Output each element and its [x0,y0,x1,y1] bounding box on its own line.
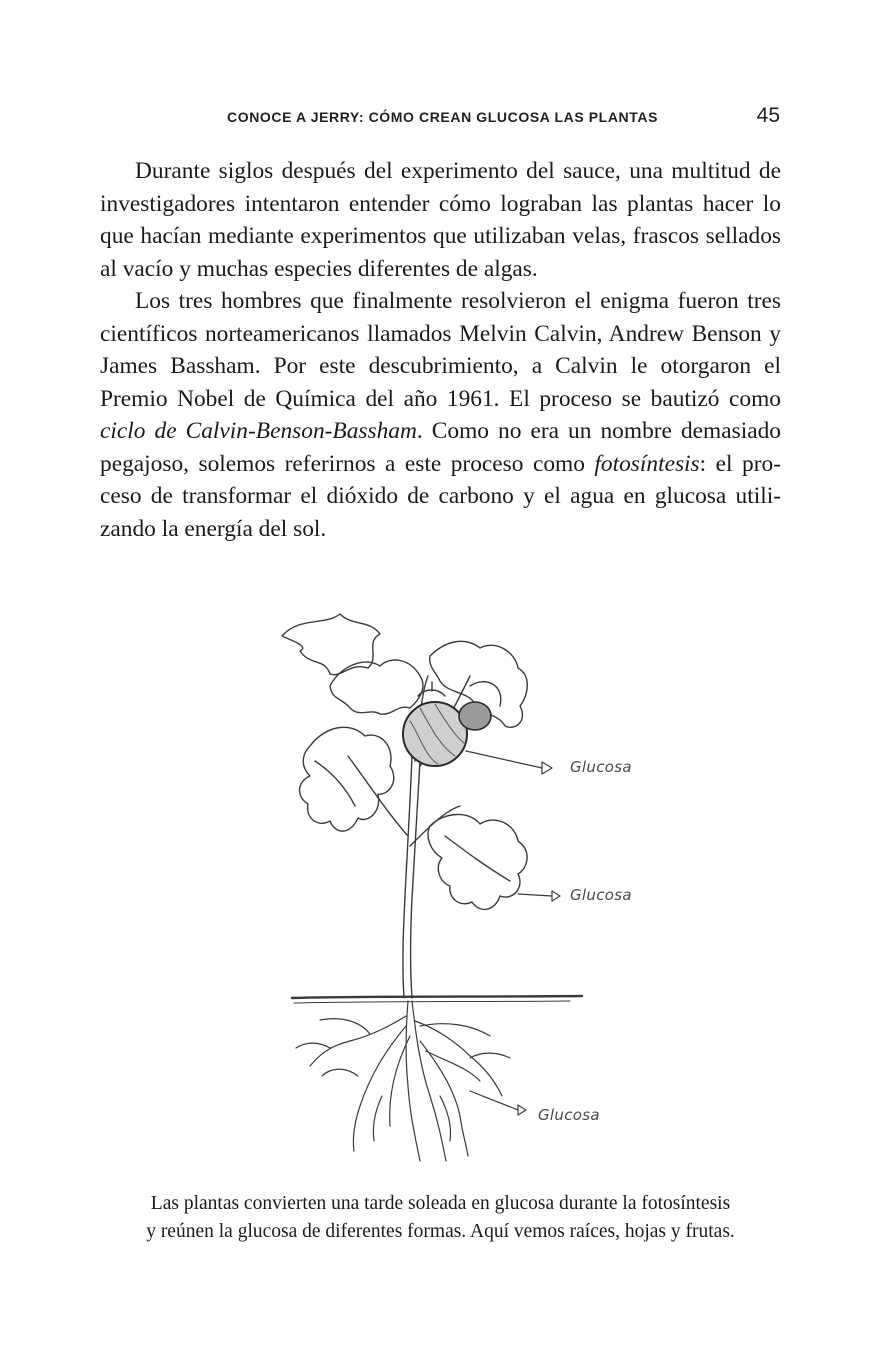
caption-line-2: y reúnen la glucosa de diferentes formas. Aquí vemos raíces, hojas y frutas. [146,1221,735,1242]
paragraph-2-text-a: Los tres hombres que finalmente resolvieron el enigma fueron tres científicos norteamericanos llamados Melvin Calvin, Andrew Benson y James Bassham. Por este descubrimiento, a Calvin le otorgaron el Premio Nobel de Química del año 1961. El proceso se bautizó como [100,288,781,412]
paragraph-2-text-b: . Como no era un nombre demasiado pegajoso, solemos referirnos a este proceso como [100,418,781,477]
label-glucosa-fruit: Glucosa [570,758,632,776]
paragraph-2 [100,285,781,545]
plant-roots [296,1001,510,1161]
figure-caption [100,1190,781,1246]
paragraph-1 [100,155,781,285]
caption-line-1: Las plantas convierten una tarde soleada en glucosa durante la fotosíntesis [150,1193,731,1214]
top-leaf-left [282,614,380,675]
running-header [100,104,780,128]
glucosa-pointer-fruit [466,751,542,768]
label-glucosa-root: Glucosa [538,1106,600,1124]
page-number: 45 [756,104,780,127]
glucosa-pointer-root [470,1091,518,1110]
paragraph-1-text: Durante siglos después del experimento del sauce, una multitud de investigadores intentaron entender cómo lograban las plantas hacer lo que hacían mediante experimentos que utilizaban velas, frascos sellados al vacío y muchas especies diferentes de algas. [100,158,781,282]
label-glucosa-leaf: Glucosa [570,886,632,904]
top-leaf-center [330,660,423,714]
paragraph-2-italic-cycle-name: ciclo de Calvin-Benson-Bassham [100,418,417,444]
body-text [100,155,781,545]
right-leaf [428,814,527,909]
left-leaf [300,727,394,831]
plant-illustration [270,596,670,1176]
ground-line [292,996,582,998]
running-title: CONOCE A JERRY: CÓMO CREAN GLUCOSA LAS PLANTAS [227,109,659,125]
paragraph-2-italic-photosynthesis: fotosíntesis [594,450,700,477]
paragraph-2-text-c: : el proceso de transformar el dióxido de carbono y el agua en glucosa utilizando la energía del sol. [100,450,781,542]
glucosa-pointer-leaf [518,894,552,896]
